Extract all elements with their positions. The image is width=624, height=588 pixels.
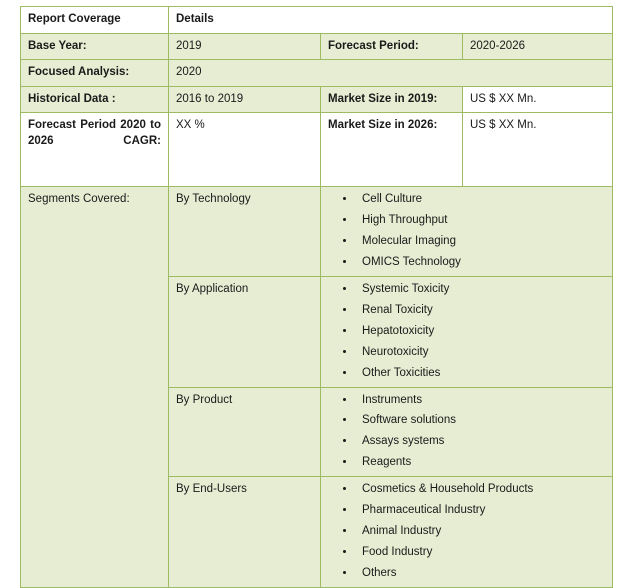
list-item: • Assays systems: [356, 434, 605, 449]
bullet-list: [328, 282, 605, 381]
label-forecast-period: Forecast Period:: [321, 33, 463, 60]
list-item: • Renal Toxicity: [356, 303, 605, 318]
list-item: • OMICS Technology: [356, 255, 605, 270]
segment-items-technology: [321, 187, 613, 277]
report-coverage-table: [20, 6, 613, 588]
header-cell-coverage: Report Coverage: [21, 7, 169, 34]
list-item: • Hepatotoxicity: [356, 324, 605, 339]
list-item: • Instruments: [356, 393, 605, 408]
segment-name-end-users: By End-Users: [169, 477, 321, 588]
list-item: • Animal Industry: [356, 524, 605, 539]
segment-items-application: [321, 276, 613, 387]
value-market-size-2026: US $ XX Mn.: [463, 113, 613, 187]
list-item: • High Throughput: [356, 213, 605, 228]
value-historical-data: 2016 to 2019: [169, 86, 321, 113]
bullet-list: [328, 482, 605, 581]
segments-row-technology: [21, 187, 613, 277]
label-market-size-2026: Market Size in 2026:: [321, 113, 463, 187]
table-row: [21, 60, 613, 87]
value-forecast-period: 2020-2026: [463, 33, 613, 60]
list-item: • Other Toxicities: [356, 366, 605, 381]
bullet-list: [328, 393, 605, 471]
label-focused-analysis: Focused Analysis:: [21, 60, 169, 87]
bullet-list: [328, 192, 605, 270]
list-item: • Software solutions: [356, 413, 605, 428]
list-item: • Others: [356, 566, 605, 581]
label-base-year: Base Year:: [21, 33, 169, 60]
segment-items-end-users: [321, 477, 613, 588]
list-item: • Cosmetics & Household Products: [356, 482, 605, 497]
list-item: • Reagents: [356, 455, 605, 470]
value-market-size-2019: US $ XX Mn.: [463, 86, 613, 113]
label-historical-data: Historical Data :: [21, 86, 169, 113]
list-item: • Molecular Imaging: [356, 234, 605, 249]
list-item: • Systemic Toxicity: [356, 282, 605, 297]
label-segments-covered: [21, 187, 169, 588]
list-item: • Neurotoxicity: [356, 345, 605, 360]
table-header-row: [21, 7, 613, 34]
table-row: [21, 86, 613, 113]
value-base-year: 2019: [169, 33, 321, 60]
header-cell-details: Details: [169, 7, 613, 34]
segments-covered-text: Segments Covered:: [28, 193, 130, 206]
table-row: [21, 33, 613, 60]
list-item: • Food Industry: [356, 545, 605, 560]
list-item: • Cell Culture: [356, 192, 605, 207]
label-forecast-cagr: Forecast Period 2020 to 2026 CAGR:: [21, 113, 169, 187]
segment-name-product: By Product: [169, 387, 321, 477]
list-item: • Pharmaceutical Industry: [356, 503, 605, 518]
value-forecast-cagr: XX %: [169, 113, 321, 187]
label-market-size-2019: Market Size in 2019:: [321, 86, 463, 113]
segment-name-technology: By Technology: [169, 187, 321, 277]
segment-name-application: By Application: [169, 276, 321, 387]
value-focused-analysis: 2020: [169, 60, 613, 87]
segment-items-product: [321, 387, 613, 477]
table-row: [21, 113, 613, 187]
